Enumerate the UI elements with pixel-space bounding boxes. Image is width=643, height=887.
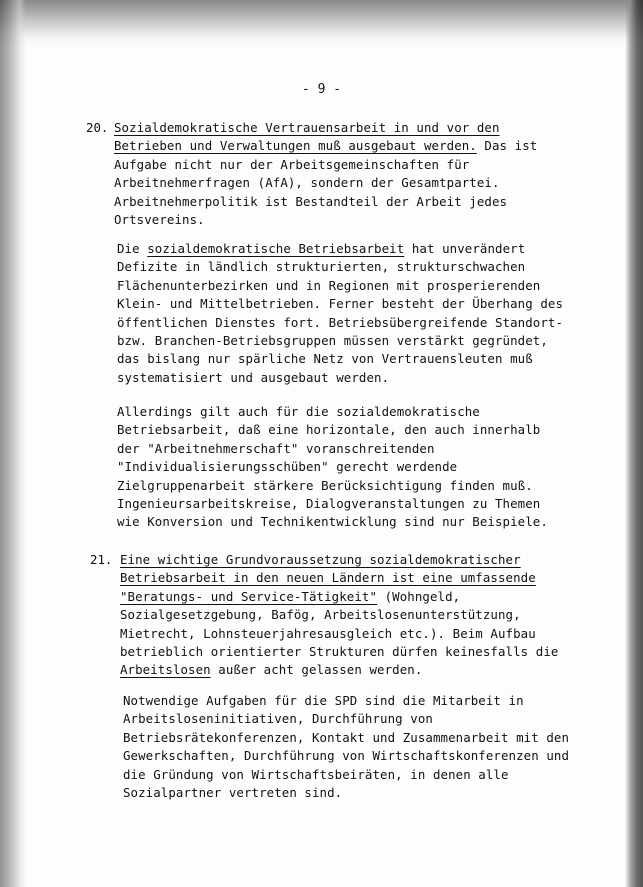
text-run: bzw. Branchen-Betriebsgruppen müssen verstärkt gegründet, xyxy=(117,333,548,348)
item20-line xyxy=(114,211,205,229)
para-betriebsarbeit-line xyxy=(117,277,540,295)
item21-line xyxy=(120,625,536,643)
text-run: der "Arbeitnehmerschaft" voranschreitenden xyxy=(117,440,435,456)
item20-line xyxy=(114,156,469,174)
item21-line xyxy=(120,551,521,569)
underlined-text: sozialdemokratische Betriebsarbeit xyxy=(147,241,405,256)
para-betriebsarbeit-line xyxy=(117,350,533,368)
text-run: Mietrecht, Lohnsteuerjahresausgleich etc.). Beim Aufbau xyxy=(120,625,536,641)
item20-line xyxy=(114,174,500,192)
text-run: Allerdings gilt auch für die sozialdemokratische xyxy=(117,404,480,419)
text-run: das bislang nur spärliche Netz von Vertrauensleuten muß xyxy=(117,351,533,367)
underlined-text: Eine wichtige Grundvoraussetzung sozialdemokratischer xyxy=(120,552,521,567)
text-run: Arbeitnehmerfragen (AfA), sondern der Gesamtpartei. xyxy=(114,175,500,191)
text-run: Ortsvereins. xyxy=(114,212,205,227)
para-notwendige-line xyxy=(123,747,569,765)
text-run: Sozialgesetzgebung, Bafög, Arbeitslosenunterstützung, xyxy=(120,607,521,623)
para-notwendige-line xyxy=(123,784,342,802)
text-run: Betriebsrätekonferenzen, Kontakt und Zusammenarbeit mit den xyxy=(123,729,570,745)
item21-line xyxy=(120,569,536,587)
text-run: Arbeitsloseninitiativen, Durchführung von xyxy=(123,711,433,727)
item-20-number: 20. xyxy=(86,120,109,135)
text-run: Betriebsarbeit, daß eine horizontale, den auch innerhalb xyxy=(117,422,541,438)
para-betriebsarbeit-line xyxy=(117,332,548,350)
text-run: betrieblich orientierter Strukturen dürfen keinesfalls die xyxy=(120,644,559,659)
page-number: - 9 - xyxy=(301,82,342,97)
scan-shadow-top xyxy=(0,0,643,46)
para-allerdings-line xyxy=(117,440,435,458)
text-run: "Individualisierungsschüben" gerecht werdende xyxy=(117,459,458,475)
para-betriebsarbeit-line xyxy=(117,314,563,332)
text-run: außer acht gelassen werden. xyxy=(210,662,423,678)
item20-line xyxy=(114,119,500,137)
text-run: die Gründung von Wirtschaftsbeiräten, in denen alle xyxy=(123,766,509,782)
text-run: öffentlichen Dienstes fort. Betriebsübergreifende Standort- xyxy=(117,314,564,330)
para-notwendige-line xyxy=(123,692,524,710)
para-notwendige-line xyxy=(123,766,509,784)
scan-shadow-left xyxy=(0,0,26,887)
text-run: Sozialpartner vertreten sind. xyxy=(123,785,343,800)
para-allerdings-line xyxy=(117,477,533,495)
underlined-text: Sozialdemokratische Vertrauensarbeit in und vor den xyxy=(114,120,500,135)
underlined-text: "Beratungs- und Service-Tätigkeit" xyxy=(120,588,378,604)
text-run: Gewerkschaften, Durchführung von Wirtschaftskonferenzen und xyxy=(123,748,570,764)
text-run: Flächenunterbezirken und in Regionen mit prosperierenden xyxy=(117,277,541,293)
text-run: Arbeitnehmerpolitik ist Bestandteil der Arbeit jedes xyxy=(114,193,508,209)
item21-line xyxy=(120,606,521,624)
item21-line xyxy=(120,643,558,661)
para-allerdings-line xyxy=(117,495,540,513)
item21-line xyxy=(120,661,422,679)
underlined-text: Arbeitslosen xyxy=(120,662,211,678)
para-notwendige-line xyxy=(123,710,433,728)
scan-shadow-right xyxy=(625,0,643,887)
text-run: Defizite in ländlich strukturierten, strukturschwachen xyxy=(117,259,526,275)
text-run: Zielgruppenarbeit stärkere Berücksichtigung finden muß. xyxy=(117,477,533,493)
text-run: Das ist xyxy=(476,138,538,154)
para-notwendige-line xyxy=(123,729,569,747)
para-allerdings-line xyxy=(117,458,457,476)
underlined-text: Betriebsarbeit in den neuen Ländern ist eine umfassende xyxy=(120,570,536,586)
text-run: Notwendige Aufgaben für die SPD sind die Mitarbeit in xyxy=(123,693,524,708)
para-betriebsarbeit-line xyxy=(117,369,389,387)
underlined-text: Betrieben und Verwaltungen muß ausgebaut werden. xyxy=(114,138,477,154)
item21-line xyxy=(120,588,460,606)
text-run: systematisiert und ausgebaut werden. xyxy=(117,369,390,385)
text-run: Ingenieursarbeitskreise, Dialogveranstaltungen zu Themen xyxy=(117,496,541,511)
para-betriebsarbeit-line xyxy=(117,258,525,276)
item20-line xyxy=(114,193,507,211)
text-run: hat unverändert xyxy=(404,241,526,256)
para-betriebsarbeit-line xyxy=(117,240,525,258)
text-run: Klein- und Mittelbetrieben. Ferner besteht der Überhang des xyxy=(117,296,564,312)
para-allerdings-line xyxy=(117,513,548,531)
para-allerdings-line xyxy=(117,421,540,439)
item-21-number: 21. xyxy=(90,552,113,567)
text-run: (Wohngeld, xyxy=(377,588,461,604)
para-betriebsarbeit-line xyxy=(117,295,563,313)
text-run: Die xyxy=(117,241,148,256)
text-run: wie Konversion und Technikentwicklung sind nur Beispiele. xyxy=(117,514,548,530)
item20-line xyxy=(114,137,537,155)
text-run: Aufgabe nicht nur der Arbeitsgemeinschaften für xyxy=(114,156,470,172)
para-allerdings-line xyxy=(117,403,480,421)
